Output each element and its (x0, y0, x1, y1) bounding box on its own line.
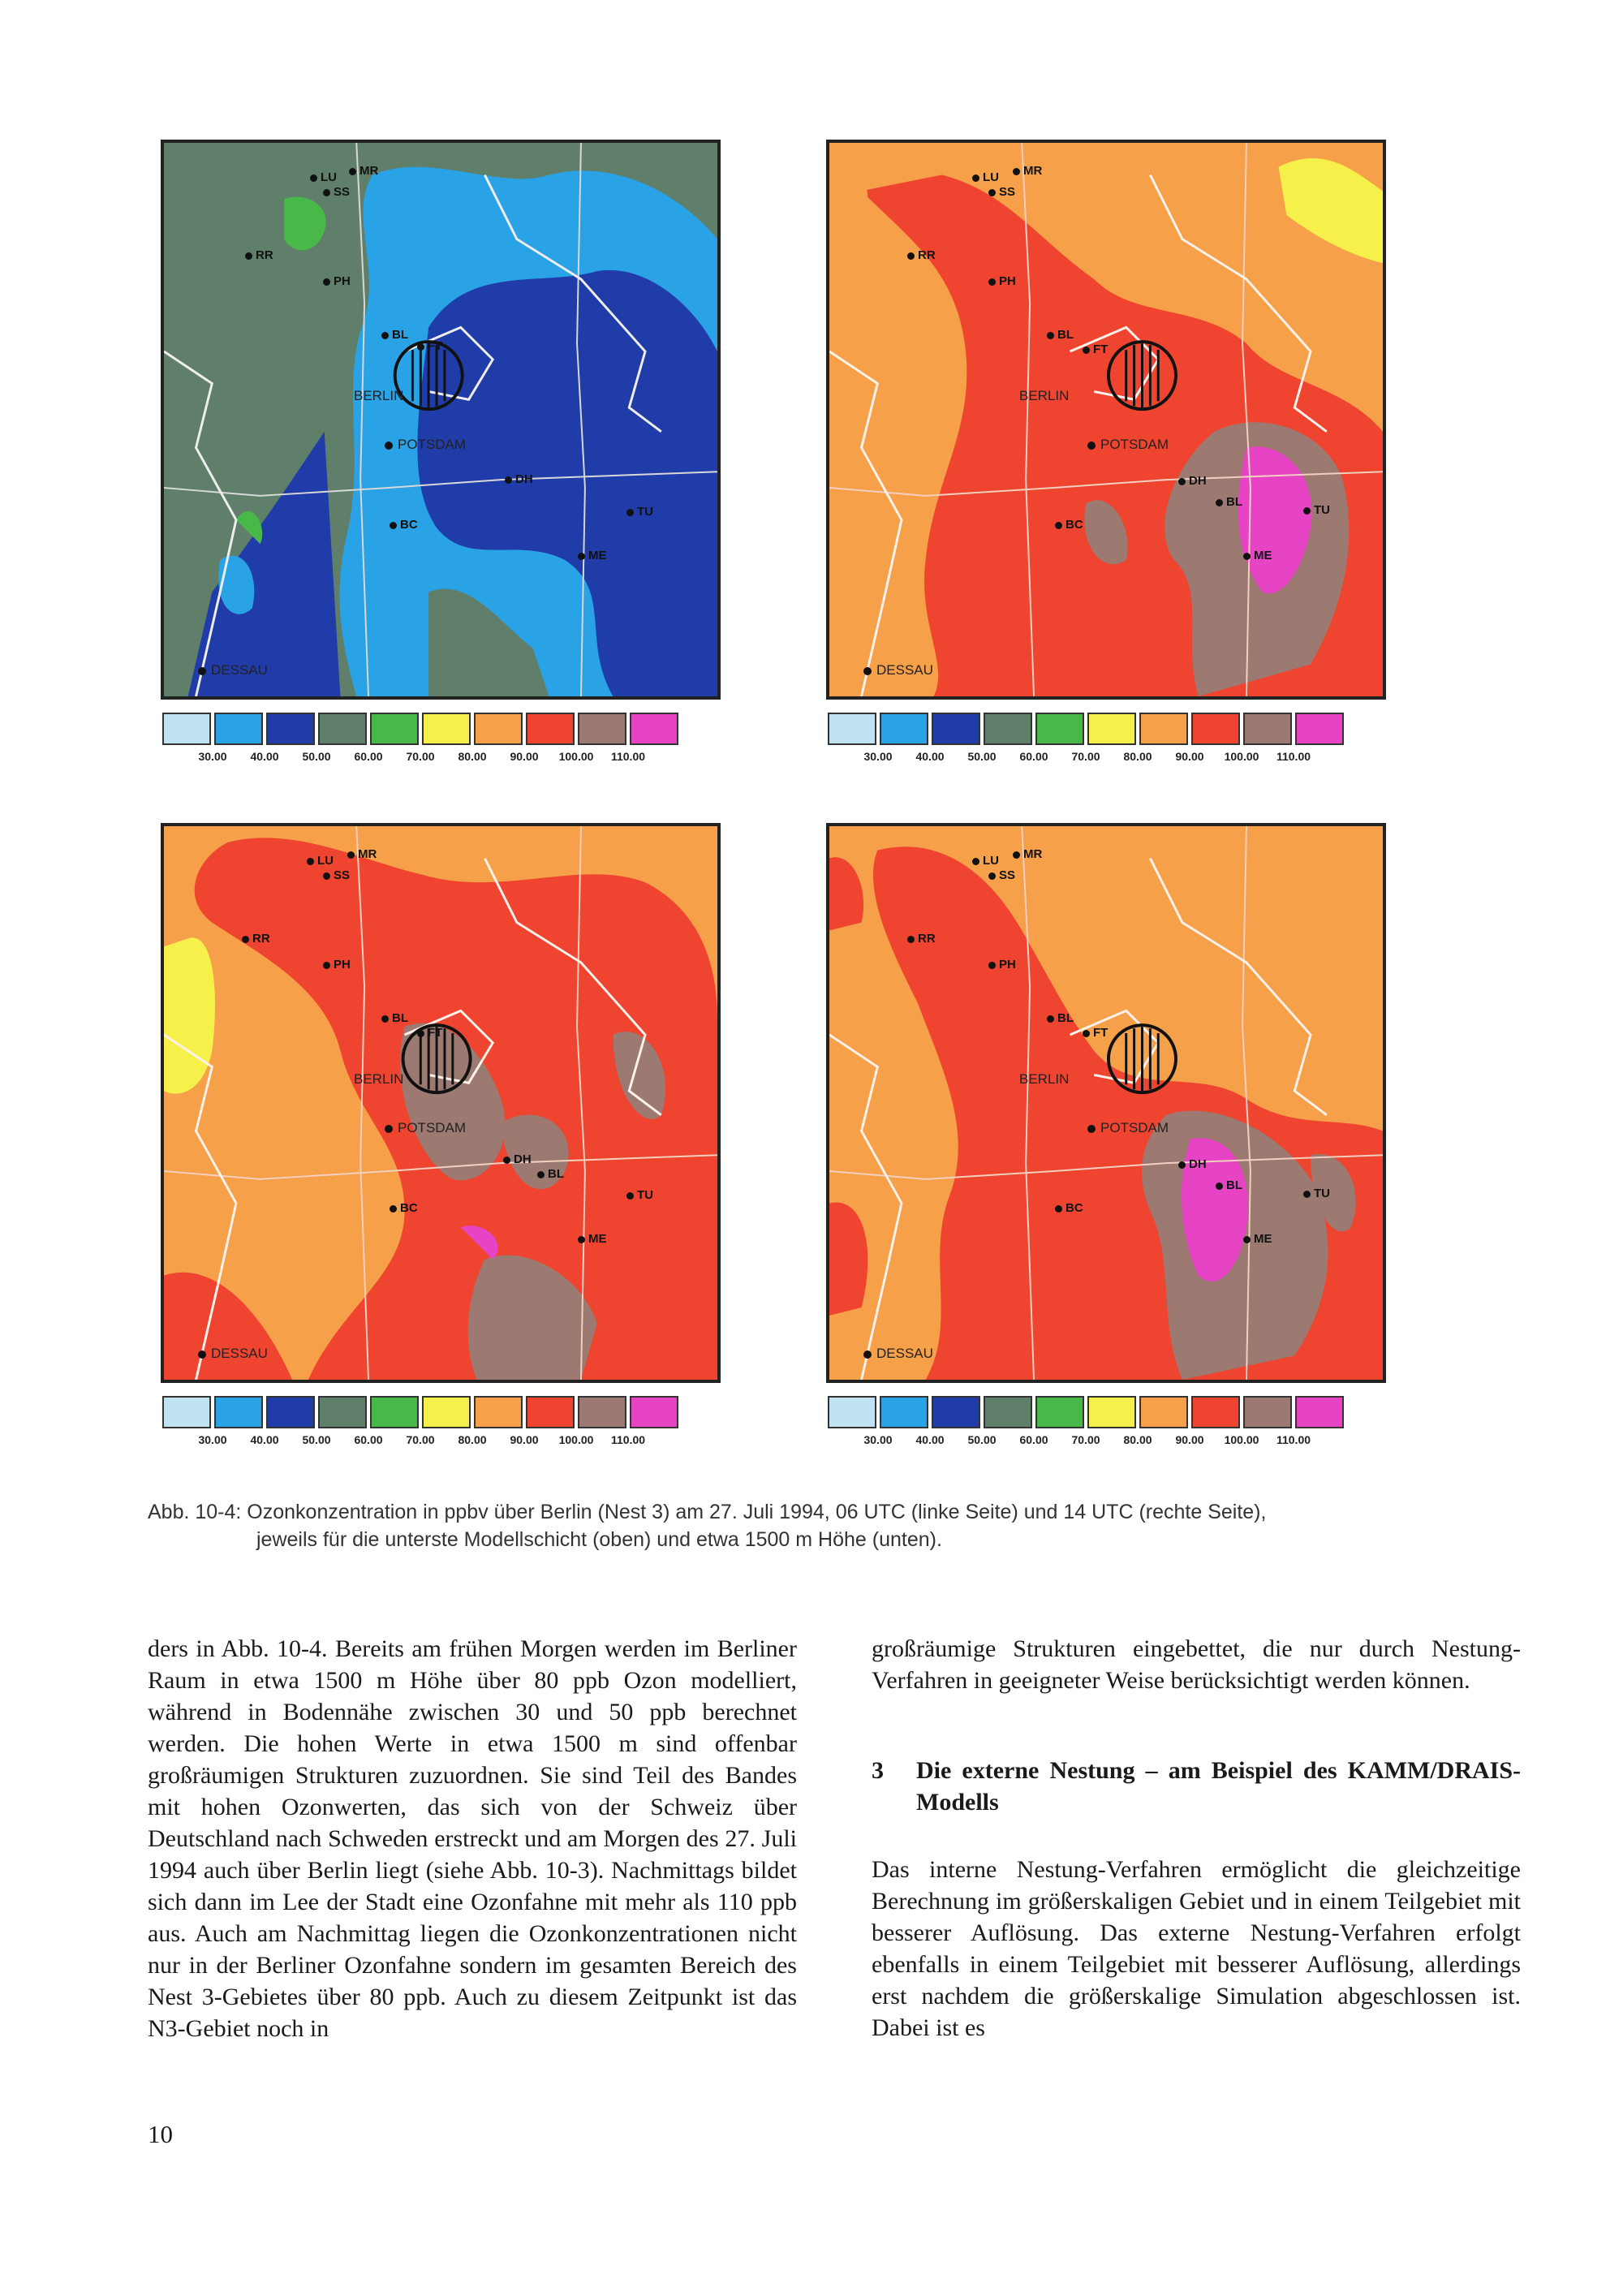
legend-swatch (828, 713, 876, 745)
legend-tick: 90.00 (510, 1433, 539, 1446)
legend-swatch (984, 1396, 1032, 1428)
city-label-dessau: DESSAU (863, 662, 933, 678)
station-marker: ME (1243, 1232, 1272, 1246)
station-marker: RR (242, 932, 270, 946)
station-marker: LU (307, 854, 334, 868)
legend-swatch (1035, 1396, 1084, 1428)
city-label-dessau: DESSAU (198, 1346, 268, 1362)
legend-swatch (214, 1396, 263, 1428)
legend-swatch (1139, 713, 1188, 745)
station-marker: FT (417, 339, 442, 353)
station-marker: BL (1047, 328, 1074, 342)
legend-tick: 110.00 (610, 750, 646, 763)
station-marker: DH (1178, 474, 1207, 488)
city-label-potsdam: POTSDAM (1087, 1120, 1169, 1136)
station-marker: BL (537, 1167, 564, 1181)
color-legend (162, 1396, 678, 1428)
legend-swatch (266, 1396, 315, 1428)
legend-tick: 90.00 (510, 750, 539, 763)
station-marker: MR (347, 847, 377, 861)
legend-swatch (318, 1396, 367, 1428)
ozone-field (829, 826, 1383, 1380)
legend-swatch (828, 1396, 876, 1428)
legend-tick: 80.00 (458, 750, 487, 763)
station-marker: PH (323, 958, 351, 971)
legend-tick: 90.00 (1175, 1433, 1204, 1446)
legend-swatch (370, 1396, 419, 1428)
legend-tick: 70.00 (406, 1433, 435, 1446)
legend-tick: 100.00 (558, 1433, 594, 1446)
station-marker: TU (626, 505, 653, 519)
legend-swatch (162, 1396, 211, 1428)
station-marker: PH (323, 274, 351, 288)
city-label-potsdam: POTSDAM (385, 437, 466, 453)
legend-swatch (880, 713, 928, 745)
station-marker: BC (390, 1201, 418, 1215)
caption-line-2: jeweils für die unterste Modellschicht (oben) und etwa 1500 m Höhe (unten). (256, 1528, 942, 1551)
ozone-field (164, 143, 717, 696)
legend-tick: 60.00 (354, 1433, 383, 1446)
station-marker: BL (1216, 495, 1242, 509)
legend-tick: 40.00 (250, 1433, 279, 1446)
legend-tick: 50.00 (302, 750, 331, 763)
legend-ticks (828, 750, 1388, 766)
right-text-column (872, 1633, 1521, 2044)
station-marker: SS (988, 185, 1015, 199)
station-marker: FT (417, 1026, 442, 1040)
city-label-berlin: BERLIN (1019, 1071, 1070, 1087)
legend-tick: 110.00 (1276, 750, 1311, 763)
ozone-map-14utc-ground (826, 140, 1386, 700)
station-marker: LU (972, 170, 999, 184)
station-marker: SS (988, 868, 1015, 882)
city-label-dessau: DESSAU (198, 662, 268, 678)
color-legend (162, 713, 678, 745)
legend-tick: 80.00 (1123, 750, 1152, 763)
caption-line-1: Abb. 10-4: Ozonkonzentration in ppbv über Berlin (Nest 3) am 27. Juli 1994, 06 UTC (linke Seite) und 14 UTC (rechte Seite), (148, 1501, 1267, 1523)
legend-ticks (828, 1433, 1388, 1450)
station-marker: PH (988, 958, 1016, 971)
station-marker: MR (1013, 164, 1042, 178)
ozone-field (829, 143, 1383, 696)
color-legend (828, 1396, 1344, 1428)
legend-swatch (1295, 713, 1344, 745)
city-label-potsdam: POTSDAM (385, 1120, 466, 1136)
city-label-berlin: BERLIN (354, 1071, 404, 1087)
station-marker: FT (1083, 1026, 1108, 1040)
section-number: 3 (872, 1757, 884, 1784)
station-marker: BL (381, 328, 408, 342)
station-marker: BC (1055, 1201, 1083, 1215)
legend-swatch (1191, 1396, 1240, 1428)
legend-tick: 30.00 (198, 1433, 227, 1446)
legend-tick: 70.00 (1071, 750, 1100, 763)
station-marker: RR (245, 248, 273, 262)
station-marker: BL (381, 1011, 408, 1025)
legend-tick: 60.00 (354, 750, 383, 763)
left-text-column (148, 1633, 797, 2044)
station-marker: DH (1178, 1157, 1207, 1171)
legend-tick: 40.00 (250, 750, 279, 763)
station-marker: ME (578, 549, 607, 562)
legend-ticks (162, 750, 722, 766)
station-marker: MR (349, 164, 378, 178)
station-marker: SS (323, 185, 350, 199)
legend-tick: 80.00 (1123, 1433, 1152, 1446)
station-marker: MR (1013, 847, 1042, 861)
legend-tick: 60.00 (1019, 1433, 1048, 1446)
paragraph: Das interne Nestung-Verfahren ermöglicht die gleichzeitige Berechnung im größerskaligen Gebiet und in einem Teilgebiet mit besserer Auflösung. Das externe Nestung-Verfahren erfolgt ebenfalls in einem Teilgebiet mit besserer Auflösung, allerdings erst nachdem die größerskalige Simulation abgeschlossen ist. Dabei ist es (872, 1856, 1521, 2041)
legend-tick: 30.00 (863, 1433, 893, 1446)
legend-tick: 90.00 (1175, 750, 1204, 763)
ozone-map-06utc-1500m (161, 823, 721, 1383)
legend-tick: 40.00 (915, 1433, 945, 1446)
legend-swatch (932, 713, 980, 745)
legend-swatch (630, 1396, 678, 1428)
legend-swatch (984, 713, 1032, 745)
paragraph: großräumige Strukturen eingebettet, die nur durch Nestung-Verfahren in geeigneter Weise berücksichtigt werden können. (872, 1635, 1521, 1694)
legend-swatch (1087, 713, 1136, 745)
legend-tick: 80.00 (458, 1433, 487, 1446)
color-legend (828, 713, 1344, 745)
legend-swatch (474, 1396, 523, 1428)
ozone-map-06utc-ground (161, 140, 721, 700)
station-marker: BC (390, 518, 418, 532)
legend-tick: 50.00 (967, 750, 997, 763)
station-marker: TU (626, 1188, 653, 1202)
legend-swatch (1295, 1396, 1344, 1428)
legend-swatch (630, 713, 678, 745)
legend-swatch (422, 1396, 471, 1428)
legend-swatch (318, 713, 367, 745)
legend-swatch (1087, 1396, 1136, 1428)
legend-tick: 100.00 (1224, 750, 1259, 763)
legend-tick: 110.00 (610, 1433, 646, 1446)
legend-swatch (1191, 713, 1240, 745)
legend-swatch (1243, 713, 1292, 745)
legend-tick: 60.00 (1019, 750, 1048, 763)
legend-swatch (578, 1396, 626, 1428)
station-marker: RR (907, 932, 936, 946)
ozone-field (164, 826, 717, 1380)
station-marker: RR (907, 248, 936, 262)
legend-swatch (1139, 1396, 1188, 1428)
legend-tick: 100.00 (558, 750, 594, 763)
ozone-map-14utc-1500m (826, 823, 1386, 1383)
station-marker: LU (310, 170, 337, 184)
paragraph: ders in Abb. 10-4. Bereits am frühen Morgen werden im Berliner Raum in etwa 1500 m Höhe über 80 ppb Ozon modelliert, während in Bodennähe zwischen 30 und 50 ppb berechnet werden. Die hohen Werte in etwa 1500 m sind offenbar großräumigen Strukturen zuzuordnen. Sie sind Teil des Bandes mit hohen Ozonwerten, das sich von der Schweiz über Deutschland nach Schweden erstreckt und am Morgen des 27. Juli 1994 auch über Berlin liegt (siehe Abb. 10-3). Nachmittags bildet sich dann im Lee der Stadt eine Ozonfahne mit mehr als 110 ppb aus. Auch am Nachmittag liegen die Ozonkonzentrationen nicht nur in der Berliner Ozonfahne sondern im gesamten Bereich des Nest 3-Gebietes über 80 ppb. Auch zu diesem Zeitpunkt ist das N3-Gebiet noch in (148, 1635, 797, 2042)
city-label-berlin: BERLIN (1019, 388, 1070, 403)
legend-tick: 50.00 (967, 1433, 997, 1446)
legend-ticks (162, 1433, 722, 1450)
station-marker: TU (1303, 1187, 1330, 1200)
legend-swatch (1035, 713, 1084, 745)
city-label-berlin: BERLIN (354, 388, 404, 403)
section-title: Die externe Nestung – am Beispiel des KAMM/DRAIS-Modells (916, 1757, 1521, 1816)
station-marker: BC (1055, 518, 1083, 532)
legend-swatch (214, 713, 263, 745)
legend-swatch (162, 713, 211, 745)
station-marker: BL (1047, 1011, 1074, 1025)
legend-swatch (578, 713, 626, 745)
legend-tick: 70.00 (406, 750, 435, 763)
legend-tick: 30.00 (863, 750, 893, 763)
legend-swatch (526, 1396, 575, 1428)
legend-tick: 50.00 (302, 1433, 331, 1446)
station-marker: BL (1216, 1178, 1242, 1192)
legend-swatch (370, 713, 419, 745)
station-marker: FT (1083, 342, 1108, 356)
legend-swatch (932, 1396, 980, 1428)
city-label-potsdam: POTSDAM (1087, 437, 1169, 453)
station-marker: PH (988, 274, 1016, 288)
city-label-dessau: DESSAU (863, 1346, 933, 1362)
station-marker: DH (503, 1152, 532, 1166)
station-marker: ME (578, 1232, 607, 1246)
legend-tick: 40.00 (915, 750, 945, 763)
page-number: 10 (148, 2120, 173, 2148)
legend-swatch (422, 713, 471, 745)
legend-tick: 110.00 (1276, 1433, 1311, 1446)
legend-swatch (474, 713, 523, 745)
figure-caption (148, 1498, 1527, 1553)
legend-tick: 100.00 (1224, 1433, 1259, 1446)
legend-swatch (266, 713, 315, 745)
station-marker: LU (972, 854, 999, 868)
section-heading (872, 1755, 1521, 1818)
station-marker: DH (505, 472, 533, 486)
station-marker: SS (323, 868, 350, 882)
legend-swatch (880, 1396, 928, 1428)
station-marker: ME (1243, 549, 1272, 562)
legend-swatch (526, 713, 575, 745)
legend-tick: 30.00 (198, 750, 227, 763)
legend-swatch (1243, 1396, 1292, 1428)
station-marker: TU (1303, 503, 1330, 517)
legend-tick: 70.00 (1071, 1433, 1100, 1446)
